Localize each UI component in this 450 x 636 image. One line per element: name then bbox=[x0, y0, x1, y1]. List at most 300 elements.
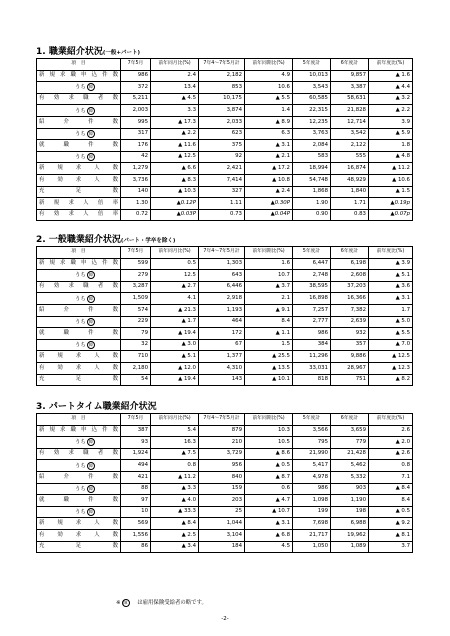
table-row bbox=[37, 529, 413, 541]
section1-title: 1. 職業紹介状況(一般+パート) bbox=[36, 47, 140, 57]
table-cell: 140 bbox=[121, 186, 151, 198]
table-cell: 6.3 bbox=[245, 128, 293, 140]
table-cell: ▲ 2.1 bbox=[245, 151, 293, 163]
table-cell: 21,428 bbox=[331, 448, 369, 460]
table-cell: 0.6 bbox=[245, 483, 293, 495]
table-cell: 6,447 bbox=[293, 258, 331, 270]
table-cell: 5,417 bbox=[293, 460, 331, 472]
table-cell: 184 bbox=[199, 541, 245, 553]
row-label: 新規求人倍率 bbox=[37, 198, 121, 210]
table-cell: 2,748 bbox=[293, 270, 331, 282]
table-cell: ▲0.12P bbox=[151, 198, 199, 210]
table-cell: 0.73 bbox=[199, 209, 245, 221]
circle-mark-icon: 障 bbox=[88, 509, 93, 515]
table-cell: 384 bbox=[293, 339, 331, 351]
table-cell: ▲ 1.1 bbox=[245, 328, 293, 340]
column-header: 前年同期比(%) bbox=[245, 414, 293, 426]
table-cell: 10,013 bbox=[293, 70, 331, 82]
table-cell: 10.5 bbox=[245, 437, 293, 449]
table-cell: 1,190 bbox=[331, 495, 369, 507]
table-cell: 16,366 bbox=[331, 293, 369, 305]
row-label: うち 障 bbox=[37, 82, 121, 94]
table-cell: 22,315 bbox=[293, 105, 331, 117]
table-cell: ▲ 8.2 bbox=[369, 374, 413, 386]
table-cell: 5,462 bbox=[331, 460, 369, 472]
table-cell: 2,033 bbox=[199, 116, 245, 128]
table-cell: 9,886 bbox=[331, 351, 369, 363]
column-header: 前年同月比(%) bbox=[151, 59, 199, 71]
table-cell: 203 bbox=[199, 495, 245, 507]
table-cell: 10 bbox=[121, 506, 151, 518]
table-cell: 0.83 bbox=[331, 209, 369, 221]
column-header: 項 目 bbox=[37, 247, 121, 259]
table-cell: 4,978 bbox=[293, 471, 331, 483]
table-row bbox=[37, 448, 413, 460]
table-cell: 11,296 bbox=[293, 351, 331, 363]
table-cell: 97 bbox=[121, 495, 151, 507]
table-cell: 4.1 bbox=[151, 293, 199, 305]
table-cell: 3,659 bbox=[331, 425, 369, 437]
row-label: うち 障 bbox=[37, 483, 121, 495]
table-cell: 10.6 bbox=[245, 82, 293, 94]
table-cell: 25 bbox=[199, 506, 245, 518]
table-cell: 840 bbox=[199, 471, 245, 483]
table-cell: ▲ 10.3 bbox=[151, 186, 199, 198]
table-cell: 210 bbox=[199, 437, 245, 449]
table-cell: 1.7 bbox=[369, 304, 413, 316]
table-cell: 1.5 bbox=[245, 339, 293, 351]
table-cell: 2,182 bbox=[199, 70, 245, 82]
table-cell: ▲ 10.6 bbox=[369, 174, 413, 186]
circle-mark-icon: 障 bbox=[88, 295, 93, 301]
table-cell: ▲ 2.2 bbox=[369, 105, 413, 117]
table-cell: 21,990 bbox=[293, 448, 331, 460]
table-cell: 10.7 bbox=[245, 270, 293, 282]
footnote: ※ 障 は雇用保険受給者の略です。 bbox=[116, 599, 207, 606]
table-cell: 12,235 bbox=[293, 116, 331, 128]
row-label: 就職件数 bbox=[37, 495, 121, 507]
table-row bbox=[37, 281, 413, 293]
table-cell: 751 bbox=[331, 374, 369, 386]
table-cell: ▲ 9.1 bbox=[245, 304, 293, 316]
header-row bbox=[37, 247, 413, 259]
header-row bbox=[37, 59, 413, 71]
table-cell: 6,198 bbox=[331, 258, 369, 270]
column-header: 前年同期比(%) bbox=[245, 59, 293, 71]
table-cell: 92 bbox=[199, 151, 245, 163]
table-cell: 583 bbox=[293, 151, 331, 163]
section3-table bbox=[36, 413, 413, 553]
table-cell: 2,421 bbox=[199, 163, 245, 175]
table-cell: ▲ 2.5 bbox=[151, 529, 199, 541]
column-header: 6年度計 bbox=[331, 59, 369, 71]
table-cell: ▲ 4.5 bbox=[151, 93, 199, 105]
column-header: 7年4～7年5月計 bbox=[199, 247, 245, 259]
circle-mark-icon: 障 bbox=[88, 154, 93, 160]
row-label: 新規求職申込件数 bbox=[37, 425, 121, 437]
table-row bbox=[37, 304, 413, 316]
column-header: 前年度比(%) bbox=[369, 414, 413, 426]
row-label: 有効求人数 bbox=[37, 529, 121, 541]
table-cell: 903 bbox=[331, 483, 369, 495]
table-cell: 7,698 bbox=[293, 518, 331, 530]
table-cell: ▲ 3.0 bbox=[151, 339, 199, 351]
table-row bbox=[37, 541, 413, 553]
table-cell: 229 bbox=[121, 316, 151, 328]
table-cell: 4.5 bbox=[245, 541, 293, 553]
table-cell: 3.3 bbox=[151, 105, 199, 117]
row-label: うち 障 bbox=[37, 105, 121, 117]
row-label: 紹介件数 bbox=[37, 471, 121, 483]
table-cell: 28,967 bbox=[331, 362, 369, 374]
table-cell: 3,736 bbox=[121, 174, 151, 186]
row-label: 新規求職申込件数 bbox=[37, 258, 121, 270]
table-cell: 3,729 bbox=[199, 448, 245, 460]
table-cell: 4,310 bbox=[199, 362, 245, 374]
table-cell: 3.7 bbox=[369, 541, 413, 553]
table-cell: ▲ 19.4 bbox=[151, 328, 199, 340]
column-header: 6年度計 bbox=[331, 247, 369, 259]
row-label: 有効求職者数 bbox=[37, 93, 121, 105]
table-cell: 1,868 bbox=[293, 186, 331, 198]
table-cell: ▲ 8.4 bbox=[151, 518, 199, 530]
table-row bbox=[37, 209, 413, 221]
table-cell: 779 bbox=[331, 437, 369, 449]
table-cell: 18,994 bbox=[293, 163, 331, 175]
table-row bbox=[37, 437, 413, 449]
table-cell: ▲ 5.0 bbox=[369, 316, 413, 328]
table-cell: 3,104 bbox=[199, 529, 245, 541]
table-cell: ▲ 3.6 bbox=[369, 281, 413, 293]
table-cell: ▲ 7.0 bbox=[369, 339, 413, 351]
table-row bbox=[37, 174, 413, 186]
table-cell: 33,031 bbox=[293, 362, 331, 374]
table-cell: 1.71 bbox=[331, 198, 369, 210]
row-label: 充足数 bbox=[37, 186, 121, 198]
table-cell: 327 bbox=[199, 186, 245, 198]
column-header: 5年度計 bbox=[293, 247, 331, 259]
table-row bbox=[37, 116, 413, 128]
column-header: 7年5月 bbox=[121, 59, 151, 71]
table-cell: ▲ 2.2 bbox=[151, 128, 199, 140]
table-cell: 21,828 bbox=[331, 105, 369, 117]
table-cell: 3,387 bbox=[331, 82, 369, 94]
table-row bbox=[37, 128, 413, 140]
column-header: 6年度計 bbox=[331, 414, 369, 426]
table-row bbox=[37, 316, 413, 328]
table-cell: 1.8 bbox=[369, 140, 413, 152]
table-cell: 93 bbox=[121, 437, 151, 449]
column-header: 前年同月比(%) bbox=[151, 247, 199, 259]
table-cell: 279 bbox=[121, 270, 151, 282]
table-cell: 1.30 bbox=[121, 198, 151, 210]
table-cell: ▲ 17.2 bbox=[245, 163, 293, 175]
table-cell: ▲ 6.6 bbox=[151, 163, 199, 175]
table-cell: 569 bbox=[121, 518, 151, 530]
table-cell: 16.3 bbox=[151, 437, 199, 449]
row-label: 有効求職者数 bbox=[37, 448, 121, 460]
row-label: 就職件数 bbox=[37, 140, 121, 152]
table-cell: 1,193 bbox=[199, 304, 245, 316]
circle-mark-icon: 障 bbox=[88, 130, 93, 136]
table-cell: ▲ 8.6 bbox=[245, 448, 293, 460]
table-cell: ▲ 5.5 bbox=[369, 328, 413, 340]
table-cell: 3,566 bbox=[293, 425, 331, 437]
table-cell: ▲ 3.1 bbox=[245, 140, 293, 152]
table-cell: 5.4 bbox=[151, 425, 199, 437]
section2-table bbox=[36, 246, 413, 386]
table-cell: 375 bbox=[199, 140, 245, 152]
table-cell: 16,874 bbox=[331, 163, 369, 175]
column-header: 前年度比(%) bbox=[369, 59, 413, 71]
table-cell: 986 bbox=[293, 483, 331, 495]
table-cell: ▲ 5.1 bbox=[151, 351, 199, 363]
table-cell: 421 bbox=[121, 471, 151, 483]
table-cell: 555 bbox=[331, 151, 369, 163]
table-cell: ▲ 12.0 bbox=[151, 362, 199, 374]
row-label: うち 障 bbox=[37, 437, 121, 449]
table-cell: 0.8 bbox=[369, 460, 413, 472]
row-label: うち 障 bbox=[37, 128, 121, 140]
table-cell: ▲0.04P bbox=[245, 209, 293, 221]
section2-title: 2. 一般職業紹介状況(パート・学卒を除く) bbox=[36, 235, 176, 245]
table-cell: ▲ 4.7 bbox=[245, 495, 293, 507]
table-row bbox=[37, 362, 413, 374]
table-cell: 7,257 bbox=[293, 304, 331, 316]
table-cell: 710 bbox=[121, 351, 151, 363]
table-cell: ▲ 2.4 bbox=[245, 186, 293, 198]
table-cell: ▲ 3.1 bbox=[369, 293, 413, 305]
table-cell: 3,287 bbox=[121, 281, 151, 293]
table-cell: 8.4 bbox=[245, 316, 293, 328]
table-cell: ▲ 10.7 bbox=[245, 506, 293, 518]
row-label: 充足数 bbox=[37, 374, 121, 386]
circle-mark-icon: 障 bbox=[88, 485, 93, 491]
table-row bbox=[37, 495, 413, 507]
row-label: 有効求人倍率 bbox=[37, 209, 121, 221]
column-header: 5年度計 bbox=[293, 59, 331, 71]
table-cell: 1,089 bbox=[331, 541, 369, 553]
table-cell: 1,840 bbox=[331, 186, 369, 198]
table-row bbox=[37, 270, 413, 282]
table-cell: ▲ 2.7 bbox=[151, 281, 199, 293]
table-cell: ▲ 11.6 bbox=[151, 140, 199, 152]
table-cell: 2,777 bbox=[293, 316, 331, 328]
table-cell: ▲ 1.7 bbox=[151, 316, 199, 328]
table-cell: ▲ 25.5 bbox=[245, 351, 293, 363]
table-cell: ▲ 2.0 bbox=[369, 437, 413, 449]
table-cell: ▲ 8.4 bbox=[369, 483, 413, 495]
table-cell: 10.3 bbox=[245, 425, 293, 437]
table-cell: 7.1 bbox=[369, 471, 413, 483]
table-row bbox=[37, 70, 413, 82]
table-cell: 2,608 bbox=[331, 270, 369, 282]
table-cell: 2,639 bbox=[331, 316, 369, 328]
table-cell: ▲ 5.1 bbox=[369, 270, 413, 282]
table-cell: 2.4 bbox=[151, 70, 199, 82]
table-cell: 932 bbox=[331, 328, 369, 340]
table-cell: 1,556 bbox=[121, 529, 151, 541]
row-label: うち 障 bbox=[37, 506, 121, 518]
column-header: 項 目 bbox=[37, 414, 121, 426]
table-row bbox=[37, 93, 413, 105]
table-row bbox=[37, 293, 413, 305]
table-cell: ▲ 8.1 bbox=[369, 529, 413, 541]
column-header: 前年度比(%) bbox=[369, 247, 413, 259]
table-cell: 79 bbox=[121, 328, 151, 340]
table-row bbox=[37, 483, 413, 495]
circle-mark-icon: 障 bbox=[88, 342, 93, 348]
circle-mark-icon: 障 bbox=[123, 599, 128, 605]
row-label: うち 障 bbox=[37, 339, 121, 351]
table-cell: ▲ 1.5 bbox=[369, 186, 413, 198]
column-header: 5年度計 bbox=[293, 414, 331, 426]
table-cell: 995 bbox=[121, 116, 151, 128]
table-row bbox=[37, 506, 413, 518]
table-cell: ▲ 0.5 bbox=[245, 460, 293, 472]
table-cell: 0.72 bbox=[121, 209, 151, 221]
row-label: うち 障 bbox=[37, 151, 121, 163]
table-row bbox=[37, 140, 413, 152]
table-cell: ▲ 3.1 bbox=[245, 518, 293, 530]
table-cell: 956 bbox=[199, 460, 245, 472]
table-cell: 1,098 bbox=[293, 495, 331, 507]
table-cell: ▲ 5.5 bbox=[245, 93, 293, 105]
table-cell: 2,918 bbox=[199, 293, 245, 305]
section1-table bbox=[36, 58, 413, 221]
table-cell: 0.90 bbox=[293, 209, 331, 221]
column-header: 7年4～7年5月計 bbox=[199, 414, 245, 426]
table-row bbox=[37, 471, 413, 483]
table-cell: 1,044 bbox=[199, 518, 245, 530]
row-label: うち 障 bbox=[37, 270, 121, 282]
table-cell: 60,585 bbox=[293, 93, 331, 105]
table-cell: 574 bbox=[121, 304, 151, 316]
table-row bbox=[37, 105, 413, 117]
table-cell: ▲ 21.3 bbox=[151, 304, 199, 316]
table-cell: 32 bbox=[121, 339, 151, 351]
table-cell: ▲ 17.3 bbox=[151, 116, 199, 128]
table-cell: 10,175 bbox=[199, 93, 245, 105]
table-cell: 2,003 bbox=[121, 105, 151, 117]
section3-title: 3. パートタイム職業紹介状況 bbox=[36, 402, 157, 412]
table-cell: 19,962 bbox=[331, 529, 369, 541]
row-label: 新規求職申込件数 bbox=[37, 70, 121, 82]
table-cell: 8.4 bbox=[369, 495, 413, 507]
row-label: 新規求人数 bbox=[37, 518, 121, 530]
table-cell: 2,122 bbox=[331, 140, 369, 152]
table-cell: 4.9 bbox=[245, 70, 293, 82]
table-cell: ▲ 10.1 bbox=[245, 374, 293, 386]
row-label: 紹介件数 bbox=[37, 304, 121, 316]
row-label: うち 障 bbox=[37, 293, 121, 305]
table-cell: 6,446 bbox=[199, 281, 245, 293]
table-cell: 172 bbox=[199, 328, 245, 340]
table-cell: 387 bbox=[121, 425, 151, 437]
table-cell: 1.11 bbox=[199, 198, 245, 210]
column-header: 7年4～7年5月計 bbox=[199, 59, 245, 71]
column-header: 項 目 bbox=[37, 59, 121, 71]
table-row bbox=[37, 425, 413, 437]
table-cell: ▲ 13.5 bbox=[245, 362, 293, 374]
table-cell: 357 bbox=[331, 339, 369, 351]
row-label: 紹介件数 bbox=[37, 116, 121, 128]
table-cell: 6,988 bbox=[331, 518, 369, 530]
row-label: 有効求職者数 bbox=[37, 281, 121, 293]
header-row bbox=[37, 414, 413, 426]
table-cell: 879 bbox=[199, 425, 245, 437]
table-cell: 42 bbox=[121, 151, 151, 163]
table-cell: 599 bbox=[121, 258, 151, 270]
row-label: 充足数 bbox=[37, 541, 121, 553]
table-cell: 1,279 bbox=[121, 163, 151, 175]
table-cell: ▲0.30P bbox=[245, 198, 293, 210]
table-cell: 1.4 bbox=[245, 105, 293, 117]
row-label: 新規求人数 bbox=[37, 351, 121, 363]
table-cell: 986 bbox=[293, 328, 331, 340]
table-cell: 3,543 bbox=[293, 82, 331, 94]
circle-mark-icon: 障 bbox=[88, 439, 93, 445]
table-cell: 2,084 bbox=[293, 140, 331, 152]
page-number: -2- bbox=[221, 616, 229, 622]
table-cell: ▲ 3.7 bbox=[245, 281, 293, 293]
table-row bbox=[37, 198, 413, 210]
row-label: 就職件数 bbox=[37, 328, 121, 340]
circle-mark-icon: 障 bbox=[88, 318, 93, 324]
table-cell: ▲ 3.3 bbox=[151, 483, 199, 495]
table-cell: ▲ 3.4 bbox=[151, 541, 199, 553]
table-cell: 3,763 bbox=[293, 128, 331, 140]
table-cell: ▲ 6.8 bbox=[245, 529, 293, 541]
row-label: 新規求人数 bbox=[37, 163, 121, 175]
table-cell: ▲ 12.3 bbox=[369, 362, 413, 374]
column-header: 前年同期比(%) bbox=[245, 247, 293, 259]
table-cell: ▲ 11.2 bbox=[151, 471, 199, 483]
table-cell: ▲ 0.5 bbox=[369, 506, 413, 518]
column-header: 前年同月比(%) bbox=[151, 414, 199, 426]
table-cell: 88 bbox=[121, 483, 151, 495]
table-cell: 0.5 bbox=[151, 258, 199, 270]
table-cell: 21,717 bbox=[293, 529, 331, 541]
table-cell: ▲ 7.5 bbox=[151, 448, 199, 460]
table-cell: 9,857 bbox=[331, 70, 369, 82]
table-cell: 199 bbox=[293, 506, 331, 518]
table-cell: ▲ 2.6 bbox=[369, 448, 413, 460]
table-cell: ▲ 33.3 bbox=[151, 506, 199, 518]
table-cell: ▲ 8.3 bbox=[151, 174, 199, 186]
circle-mark-icon: 障 bbox=[88, 107, 93, 113]
table-cell: 3,542 bbox=[331, 128, 369, 140]
table-cell: 795 bbox=[293, 437, 331, 449]
circle-mark-icon: 障 bbox=[88, 84, 93, 90]
circle-mark-icon: 障 bbox=[88, 462, 93, 468]
table-cell: 7,414 bbox=[199, 174, 245, 186]
table-cell: ▲ 10.8 bbox=[245, 174, 293, 186]
table-cell: 643 bbox=[199, 270, 245, 282]
table-cell: 1,377 bbox=[199, 351, 245, 363]
table-row bbox=[37, 374, 413, 386]
table-cell: 3,874 bbox=[199, 105, 245, 117]
table-cell: ▲ 3.9 bbox=[369, 258, 413, 270]
column-header: 7年5月 bbox=[121, 414, 151, 426]
table-cell: 464 bbox=[199, 316, 245, 328]
table-cell: 853 bbox=[199, 82, 245, 94]
table-cell: 86 bbox=[121, 541, 151, 553]
table-row bbox=[37, 151, 413, 163]
table-cell: ▲ 1.6 bbox=[369, 70, 413, 82]
table-cell: ▲ 3.2 bbox=[369, 93, 413, 105]
table-cell: 16,898 bbox=[293, 293, 331, 305]
